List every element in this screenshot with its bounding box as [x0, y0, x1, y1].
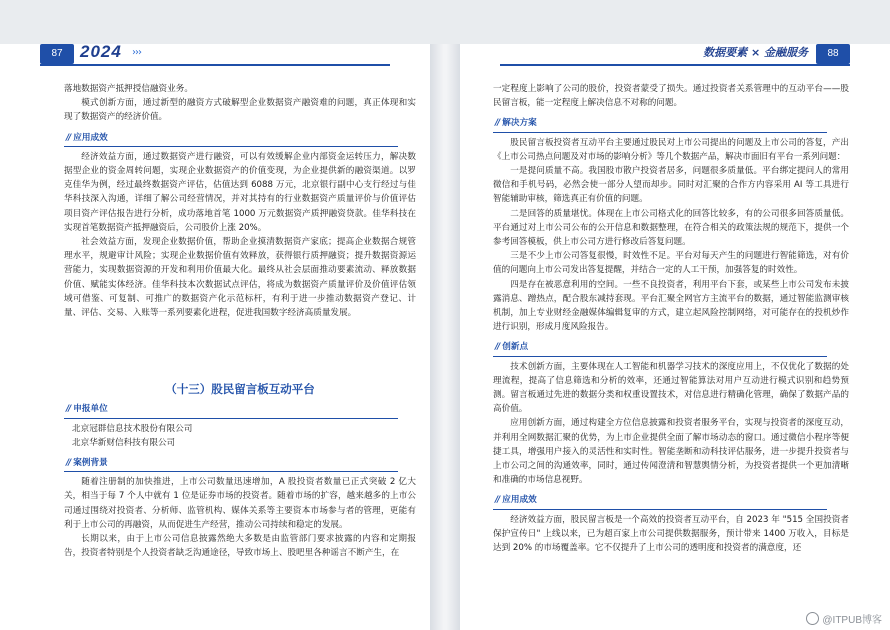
- applicant-name: 北京冠群信息技术股份有限公司: [72, 423, 193, 434]
- tag-applicant: [64, 402, 416, 418]
- left-column: [64, 82, 416, 560]
- tag-label: 申报单位: [73, 404, 108, 415]
- double-slash-icon: //: [495, 118, 500, 129]
- double-slash-icon: //: [66, 132, 71, 143]
- right-header-rule: [500, 64, 850, 66]
- tag-rule: [64, 418, 398, 419]
- right-header: [460, 44, 890, 66]
- tag-label: 应用成效: [73, 132, 108, 143]
- right-page-number: 88: [816, 44, 850, 64]
- right-column: [493, 82, 849, 555]
- paragraph: 应用创新方面，通过构建全方位信息披露和投资者服务平台，实现与投资者的深度互动，并利用全网数据汇聚的优势，为上市企业提供全面了解市场动态的窗口。通过微信小程序等便捷工具，增强用户接入的灵活性和实时性。智能垄断和动科技评估服务，进一步提升投资者与上市公司之间的沟通效率，同时，通过传闻澄清和智慧舆情分析，为投资者提供一个更加清晰和准确的市场信息视野。: [493, 418, 849, 486]
- tag-label: 解决方案: [502, 118, 537, 129]
- paragraph: 一定程度上影响了公司的股价，投资者蒙受了损失。通过投资者关系管理中的互动平台——股民留言板，能一定程度上解决信息不对称的问题。: [493, 84, 849, 109]
- tag-application-effect-right: [493, 493, 849, 509]
- paragraph: 二是回答的质量堪忧。体现在上市公司格式化的回答比较多，有的公司很多回答质量低。平台通过对上市公司公布的公开信息和数据整理，在符合相关的政策法规的规范下，提供一个参考回答模板，供上市公司方进行修改后答复问题。: [493, 208, 849, 248]
- tag-application-effect: [64, 131, 416, 147]
- tag-solution: [493, 116, 849, 132]
- tag-rule: [64, 146, 398, 147]
- left-header-rule: [40, 64, 390, 66]
- paragraph: 四是存在被恶意利用的空间。一些不良投资者，利用平台下套，或某些上市公司发布未披露消息、蹭热点，配合股东减持套现。平台汇聚全网官方主流平台的数据，通过智能监测审核机制，加上专业财经金融媒体编辑复审的方式，建立起风险控制网络，对可能存在的投机炒作进行识别，形成月度风险报告。: [493, 279, 849, 333]
- tag-rule: [493, 132, 827, 133]
- left-header: [0, 44, 430, 66]
- tag-label: 案例背景: [73, 458, 108, 469]
- paragraph: 三是不少上市公司答复很慢，时效性不足。平台对每天产生的问题进行智能筛选，对有价值的问题向上市公司发出答复提醒，并结合一定的人工干预，加强答复的时效性。: [493, 251, 849, 276]
- book-gutter: [430, 44, 460, 630]
- tag-rule: [493, 509, 827, 510]
- paragraph: 一是提问质量不高。我国股市散户投资者居多，问题很多质量低。平台绑定提问人的常用微信和手机号码，必然会使一部分人望而却步。同时对汇聚的合作方内容采用 AI 等工具进行智能辅助审核，筛选真正有价值的问题。: [493, 166, 849, 205]
- left-page-number: 87: [40, 44, 74, 64]
- watermark: [806, 611, 882, 626]
- paragraph: 长期以来，由于上市公司信息披露然绝大多数是由监管部门要求披露的内容和定期报告，投资者特别是个人投资者缺乏沟通途径，导致市场上、股吧里各种谣言不断产生，在: [64, 534, 416, 559]
- section-title: （十三）股民留言板互动平台: [165, 382, 315, 397]
- tag-rule: [493, 356, 827, 357]
- paragraph: 社会效益方面，发现企业数据价值，帮助企业摸清数据资产家底；提高企业数据合规管理水平，规避审计风险；实现企业数据价值有效释放，获得银行质押融资；提升数据资源运营能力，实现数据资源的开发和利用价值最大化。最终从社会层面推动要素流动、释放数据价值、赋能实体经济。佳华科技本次数据试点评估，将成为数据资产质量评价及价值评估领域可借鉴、可复制、可推广的数据资产化示范标杆，有利于进一步推动数据资产登记、计量、评估、交易、入账等一系列要素化进程，促进我国数字经济高质量发展。: [64, 237, 416, 319]
- paragraph: 经济效益方面，通过数据资产进行融资，可以有效缓解企业内部资金运转压力，解决数据型企业的资金周转问题，实现企业数据资产的价值变现，为企业提供新的融资渠道。以罗克佳华为例，经过最终数据资产评估，估值达到 6088 万元，北京银行副中心支行经过与佳华科技深入沟通，详细了解公司经营情况，并对其持有的行业数据资产质量评价与价值评估项目资产评估报告进行分析，成功落地首笔 1000 万元数据资产质押融资贷款。佳华科技在实现首笔数据资产抵押融资后，公司股价上涨 20%。: [64, 151, 416, 233]
- double-slash-icon: //: [66, 404, 71, 415]
- double-slash-icon: //: [66, 458, 71, 469]
- year-logo: 2024: [80, 42, 122, 61]
- watermark-text: @ITPUB博客: [822, 615, 882, 626]
- tag-label: 应用成效: [502, 495, 537, 506]
- paragraph: 技术创新方面，主要体现在人工智能和机器学习技术的深度应用上，不仅优化了数据的处理流程，提高了信息筛选和分析的效率，还通过智能算法对用户互动进行模式识别和趋势预测。留言板通过先进的数据分类和权重设置技术，对信息进行精确化管理，确保了数据产品的高价值。: [493, 361, 849, 415]
- tag-case-background: [64, 456, 416, 472]
- series-title: 数据要素 × 金融服务: [703, 46, 808, 59]
- paragraph: 经济效益方面，股民留言板是一个高效的投资者互动平台，自 2023 年 "515 全国投资者保护宣传日" 上线以来，已为超百家上市公司提供数据服务，预计带来 1400 万收入，目标是达到 20% 的市场覆盖率。它不仅提升了上市公司的透明度和投资者的满意度，还: [493, 514, 849, 554]
- watermark-logo-icon: [806, 612, 819, 625]
- paragraph: 随着注册制的加快推进，上市公司数量迅速增加，A 股投资者数量已正式突破 2 亿大关，相当于每 7 个人中就有 1 位是证券市场的投资者。随着市场的扩容，越来越多的上市公司通过围绕对投资者、分析师、监管机构、媒体关系等主要资本市场参与者的管理，更能有利于上市公司的再融资，从而促进生产经营，推动公司持续和稳定的发展。: [64, 477, 416, 530]
- tag-rule: [64, 471, 398, 472]
- year-arrows-icon: ›››: [132, 47, 141, 58]
- tag-label: 创新点: [502, 342, 529, 353]
- double-slash-icon: //: [495, 342, 500, 353]
- paragraph: 股民留言板投资者互动平台主要通过股民对上市公司提出的问题及上市公司的答复，产出《上市公司热点问题及对市场的影响分析》等几个数据产品，解决市面旧有平台一系列问题：: [493, 137, 849, 162]
- paragraph: 模式创新方面，通过新型的融资方式破解型企业数据资产融资难的问题，真正体现和实现了数据资产的经济价值。: [64, 98, 416, 123]
- applicant-name: 北京华新财信科技有限公司: [72, 437, 176, 448]
- tag-innovation: [493, 340, 849, 356]
- paragraph: 落地数据资产抵押授信融资业务。: [64, 84, 193, 94]
- double-slash-icon: //: [495, 495, 500, 506]
